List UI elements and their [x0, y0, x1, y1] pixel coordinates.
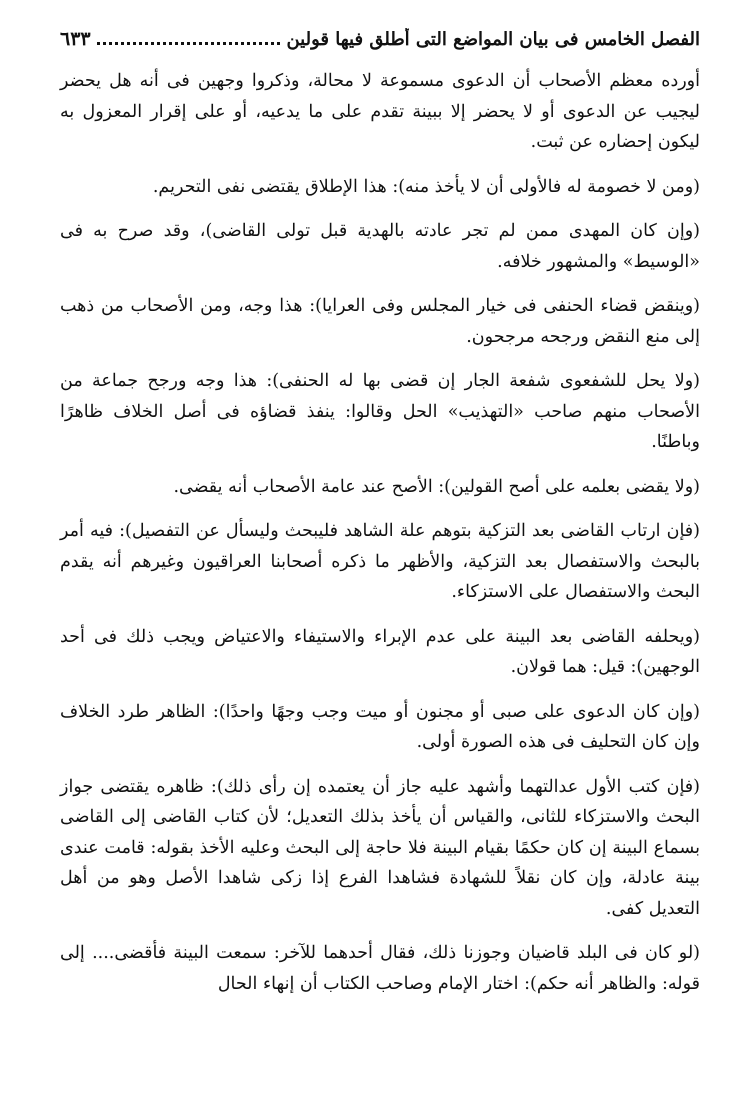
paragraph: (ولا يحل للشفعوى شفعة الجار إن قضى بها له الحنفى): هذا وجه ورجح جماعة من الأصحاب منهم صاحب «التهذيب» الحل وقالوا: ينفذ قضاؤه فى أصل الخلاف ظاهرًا وباطنًا. [60, 371, 700, 452]
paragraph: (ويحلفه القاضى بعد البينة على عدم الإبراء والاستيفاء والاعتياض ويجب ذلك فى أحد الوجهين): قيل: هما قولان. [60, 626, 700, 677]
paragraph: (وإن كان الدعوى على صبى أو مجنون أو ميت وجب وجهًا واحدًا): الظاهر طرد الخلاف وإن كان التحليف فى هذه الصورة أولى. [60, 701, 700, 752]
paragraph: أورده معظم الأصحاب أن الدعوى مسموعة لا محالة، وذكروا وجهين فى أنه هل يحضر ليجيب عن الدعوى أو لا يحضر إلا ببينة تقدم على ما يدعيه، أو على إقرار المعزول به ليكون إحضاره عن ثبت. [60, 71, 700, 152]
running-header [60, 28, 700, 62]
paragraph: (ولا يقضى بعلمه على أصح القولين): الأصح عند عامة الأصحاب أنه يقضى. [173, 476, 700, 497]
body-text [60, 66, 700, 999]
page-number: ٦٣٣ [60, 28, 91, 50]
book-page [60, 28, 700, 1078]
paragraph: (فإن كتب الأول عدالتهما وأشهد عليه جاز أن يعتمده إن رأى ذلك): ظاهره يقتضى جواز البحث والاستزكاء للثانى، والقياس أن يأخذ بذلك التعديل؛ لأن كتاب القاضى إلى القاضى بسماع البينة إن كان حكمًا بقيام البينة فلا حاجة إلى البحث وعليه الأخذ بقوله: قامت عندى بينة عادلة، وإن كان نقلاً للشهادة فشاهدا الفرع إذا زكى شاهدا الأصل وهو من أهل التعديل كفى. [60, 776, 700, 919]
chapter-title: الفصل الخامس فى بيان المواضع التى أطلق فيها قولين [286, 29, 700, 50]
paragraph: (فإن ارتاب القاضى بعد التزكية بتوهم علة الشاهد فليبحث وليسأل عن التفصيل): فيه أمر بالبحث والاستفصال بعد التزكية، والأظهر ما ذكره أصحابنا العراقيون وغيرهم أنه يقدم البحث والاستفصال على الاستزكاء. [60, 521, 701, 602]
paragraph: (لو كان فى البلد قاضيان وجوزنا ذلك، فقال أحدهما للآخر: سمعت البينة فأقضى.... إلى قوله: والظاهر أنه حكم): اختار الإمام وصاحب الكتاب أن إنهاء الحال [60, 943, 700, 994]
paragraph: (وينقض قضاء الحنفى فى خيار المجلس وفى العرايا): هذا وجه، ومن الأصحاب من ذهب إلى منع النقض ورجحه مرجحون. [60, 296, 700, 347]
header-dot-leader [97, 32, 281, 45]
paragraph: (ومن لا خصومة له فالأولى أن لا يأخذ منه): هذا الإطلاق يقتضى نفى التحريم. [152, 176, 700, 197]
paragraph: (وإن كان المهدى ممن لم تجر عادته بالهدية قبل تولى القاضى)، وقد صرح به فى «الوسيط» والمشهور خلافه. [60, 221, 700, 272]
